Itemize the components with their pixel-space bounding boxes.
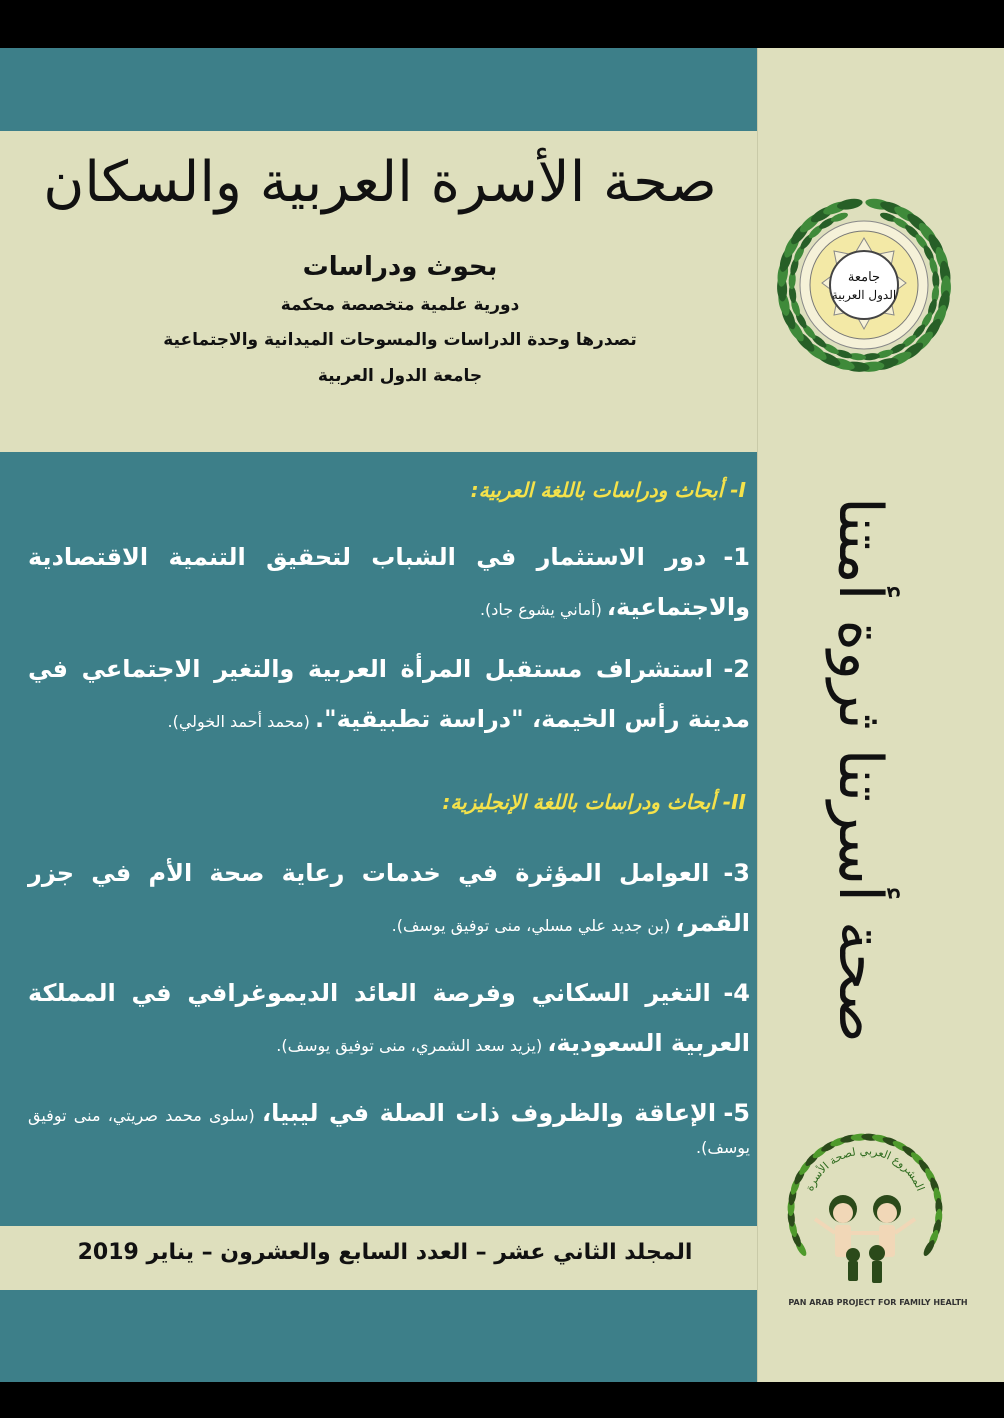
logo-english-text: PAN ARAB PROJECT FOR FAMILY HEALTH: [788, 1298, 968, 1307]
article-authors: (سلوى محمد صريتي، منى توفيق يوسف).: [28, 1106, 750, 1157]
article-number: 4-: [723, 979, 750, 1007]
article-4: [28, 968, 750, 1068]
journal-publisher-org: جامعة الدول العربية: [317, 366, 483, 386]
article-authors: (يزيد سعد الشمري، منى توفيق يوسف).: [276, 1036, 543, 1055]
article-3: [28, 848, 750, 948]
article-5: [28, 1088, 750, 1157]
article-authors: (محمد أحمد الخولي).: [167, 712, 310, 731]
arab-league-emblem: [766, 183, 962, 393]
logo-arabic-text: المشروع العربي لصحة الأسرة: [802, 1144, 928, 1193]
bottom-black-bar: [0, 1382, 1004, 1418]
journal-title: صحة الأسرة العربية والسكان: [43, 150, 717, 215]
top-black-bar: [0, 0, 1004, 48]
pan-arab-project-logo: [775, 1115, 955, 1295]
article-number: 1-: [723, 543, 750, 571]
svg-text:جامعة: جامعة: [847, 270, 881, 285]
article-title: العوامل المؤثرة في خدمات رعاية صحة الأم في جزر القمر،: [28, 859, 750, 937]
article-2: [28, 644, 750, 744]
article-authors: (بن جديد علي مسلي، منى توفيق يوسف).: [391, 916, 671, 935]
article-title: الإعاقة والظروف ذات الصلة في ليبيا،: [262, 1099, 717, 1127]
top-teal-band: [0, 48, 757, 131]
article-number: 5-: [723, 1099, 750, 1127]
article-1: [28, 532, 750, 632]
article-title: استشراف مستقبل المرأة العربية والتغير الاجتماعي في مدينة رأس الخيمة، "دراسة تطبيقية".: [28, 655, 750, 733]
bottom-teal-band: [0, 1290, 757, 1382]
journal-subtitle: بحوث ودراسات: [302, 252, 498, 282]
section-heading-english: II- أبحاث ودراسات باللغة الإنجليزية:: [442, 790, 746, 814]
vertical-slogan: [760, 490, 960, 1050]
section-heading-arabic: I- أبحاث ودراسات باللغة العربية:: [470, 478, 746, 502]
slogan-text: صحة أسرتنا ثروة أمتنا: [825, 497, 895, 1043]
issue-info: المجلد الثاني عشر – العدد السابع والعشرون – يناير 2019: [77, 1240, 693, 1265]
article-title: التغير السكاني وفرصة العائد الديموغرافي في المملكة العربية السعودية،: [28, 979, 750, 1057]
article-title: دور الاستثمار في الشباب لتحقيق التنمية الاقتصادية والاجتماعية،: [28, 543, 750, 621]
article-authors: (أماني يشوع جاد).: [479, 600, 602, 619]
svg-text:الدول العربية: الدول العربية: [831, 288, 897, 302]
article-number: 2-: [723, 655, 750, 683]
journal-type: دورية علمية متخصصة محكمة: [280, 295, 520, 315]
journal-publisher-unit: تصدرها وحدة الدراسات والمسوحات الميدانية والاجتماعية: [163, 330, 637, 350]
article-number: 3-: [723, 859, 750, 887]
